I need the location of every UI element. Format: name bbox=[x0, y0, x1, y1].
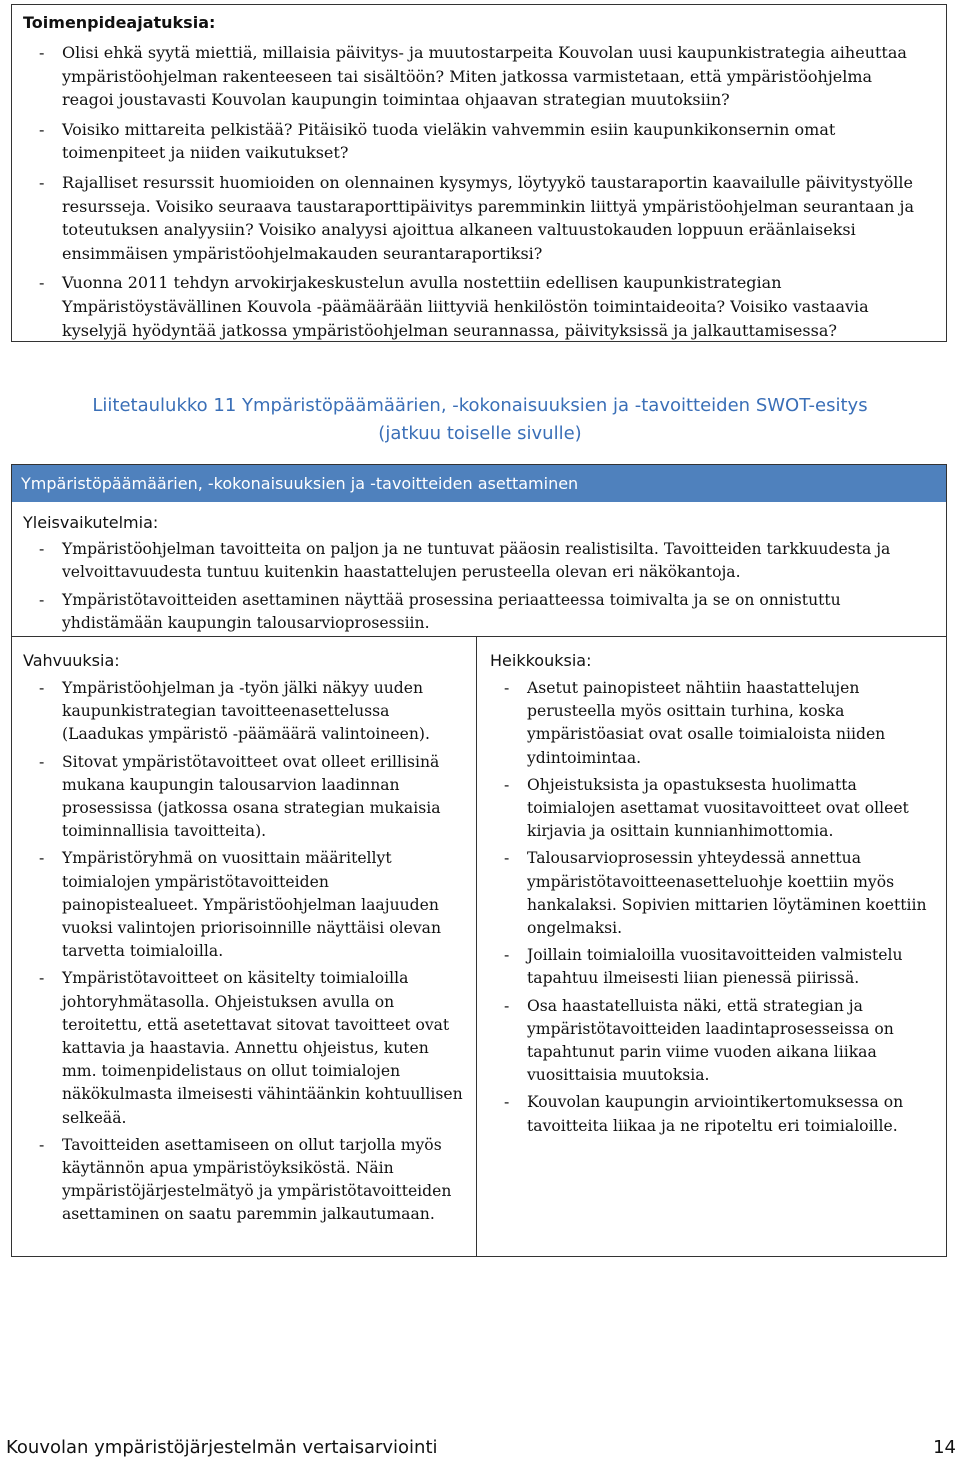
table-caption-continued: (jatkuu toiselle sivulle) bbox=[378, 423, 582, 444]
list-item: - Olisi ehkä syytä miettiä, millaisia päivitys- ja muutostarpeita Kouvolan uusi kaupunkistrategia aiheuttaa ympäristöohjelman rakenteeseen tai sisältöön? Miten jatkossa varmistetaan, että ympäristöohjelma reagoi joustavasti Kouvolan kaupungin toimintaa ohjaavan strategian muutoksiin? bbox=[25, 41, 925, 112]
list-item: - Ympäristöohjelman tavoitteita on paljon ja ne tuntuvat pääosin realistisilta. Tavoitteiden tarkkuudesta ja velvoittavuudesta tuntuu kuitenkin haastattelujen perusteella olevan eri näkökantoja. bbox=[25, 538, 935, 585]
list-item: - Asetut painopisteet nähtiin haastattelujen perusteella myös osittain turhina, koska ympäristöasiat ovat osalle toimialoista niiden ydintoimintaa. bbox=[490, 677, 936, 770]
general-impressions-list bbox=[25, 538, 935, 640]
footer-title: Kouvolan ympäristöjärjestelmän vertaisarviointi bbox=[6, 1437, 438, 1458]
list-item: - Ympäristötavoitteiden asettaminen näyttää prosessina periaatteessa toimivalta ja se on onnistuttu yhdistämään kaupungin talousarvioprosessiin. bbox=[25, 589, 935, 636]
swot-table-header: Ympäristöpäämäärien, -kokonaisuuksien ja -tavoitteiden asettaminen bbox=[12, 465, 946, 502]
page-number: 14 bbox=[933, 1437, 956, 1458]
list-item: - Ympäristöohjelman ja -työn jälki näkyy uuden kaupunkistrategian tavoitteenasettelussa (Laadukas ympäristö -päämäärä valintoineen). bbox=[25, 677, 465, 747]
list-item: - Rajalliset resurssit huomioiden on olennainen kysymys, löytyykö taustaraportin kaavailulle päivitystyölle resursseja. Voisiko seuraava taustaraporttipäivitys paremminkin liittyä ympäristöohjelman seurantaan ja toteutuksen analyysiin? Voisiko analyysi ajoittua alkaneen valtuustokauden loppuun eräänlaiseksi ensimmäisen ympäristöohjelmakauden seurantaraportiksi? bbox=[25, 171, 925, 265]
divider bbox=[12, 636, 946, 637]
table-caption: Liitetaulukko 11 Ympäristöpäämäärien, -kokonaisuuksien ja -tavoitteiden SWOT-esitys bbox=[92, 395, 868, 416]
action-ideas-heading: Toimenpideajatuksia: bbox=[23, 13, 216, 32]
list-item: - Sitovat ympäristötavoitteet ovat olleet erillisinä mukana kaupungin talousarvion laadinnan prosessissa (jatkossa osana strategian mukaisia toiminnallisia tavoitteita). bbox=[25, 751, 465, 844]
list-item: - Osa haastatelluista näki, että strategian ja ympäristötavoitteiden laadintaprosesseissa on tapahtunut parin viime vuoden aikana liikaa vuosittaisia muutoksia. bbox=[490, 995, 936, 1088]
action-ideas-box bbox=[11, 4, 947, 342]
strengths-list bbox=[25, 677, 465, 1231]
list-item: - Talousarvioprosessin yhteydessä annettua ympäristötavoitteenasetteluohje koettiin myös hankalaksi. Sopivien mittarien löytäminen koettiin ongelmaksi. bbox=[490, 847, 936, 940]
weaknesses-list bbox=[490, 677, 936, 1142]
list-item: - Voisiko mittareita pelkistää? Pitäisikö tuoda vieläkin vahvemmin esiin kaupunkikonsernin omat toimenpiteet ja niiden vaikutukset? bbox=[25, 118, 925, 165]
general-impressions-heading: Yleisvaikutelmia: bbox=[23, 513, 159, 532]
weaknesses-heading: Heikkouksia: bbox=[490, 651, 592, 670]
list-item: - Ympäristötavoitteet on käsitelty toimialoilla johtoryhmätasolla. Ohjeistuksen avulla on teroitettu, että asetettavat sitovat tavoitteet ovat kattavia ja haastavia. Annettu ohjeistus, kuten mm. toimenpidelistaus on ollut toimialojen näkökulmasta ilmeisesti vähintäänkin kohtuullisen selkeää. bbox=[25, 967, 465, 1129]
action-ideas-list bbox=[25, 41, 925, 348]
list-item: - Vuonna 2011 tehdyn arvokirjakeskustelun avulla nostettiin edellisen kaupunkistrategian Ympäristöystävällinen Kouvola -päämäärään liittyviä henkilöstön toimintaideoita? Voisiko vastaavia kyselyjä hyödyntää jatkossa ympäristöohjelman seurannassa, päivityksissä ja jalkauttamisessa? bbox=[25, 271, 925, 342]
list-item: - Tavoitteiden asettamiseen on ollut tarjolla myös käytännön apua ympäristöyksiköstä. Näin ympäristöjärjestelmätyö ja ympäristötavoitteiden asettaminen on saatu paremmin jalkautumaan. bbox=[25, 1134, 465, 1227]
column-divider bbox=[476, 636, 477, 1256]
list-item: - Ympäristöryhmä on vuosittain määritellyt toimialojen ympäristötavoitteiden painopistealueet. Ympäristöohjelman laajuuden vuoksi valintojen priorisoinnille näyttäisi olevan tarvetta toimialoilla. bbox=[25, 847, 465, 963]
strengths-heading: Vahvuuksia: bbox=[23, 651, 120, 670]
list-item: - Ohjeistuksista ja opastuksesta huolimatta toimialojen asettamat vuositavoitteet ovat olleet kirjavia ja osittain kunnianhimottomia. bbox=[490, 774, 936, 844]
list-item: - Joillain toimialoilla vuositavoitteiden valmistelu tapahtuu ilmeisesti liian pienessä piirissä. bbox=[490, 944, 936, 990]
list-item: - Kouvolan kaupungin arviointikertomuksessa on tavoitteita liikaa ja ne ripoteltu eri toimialoille. bbox=[490, 1091, 936, 1137]
swot-table bbox=[11, 464, 947, 1257]
